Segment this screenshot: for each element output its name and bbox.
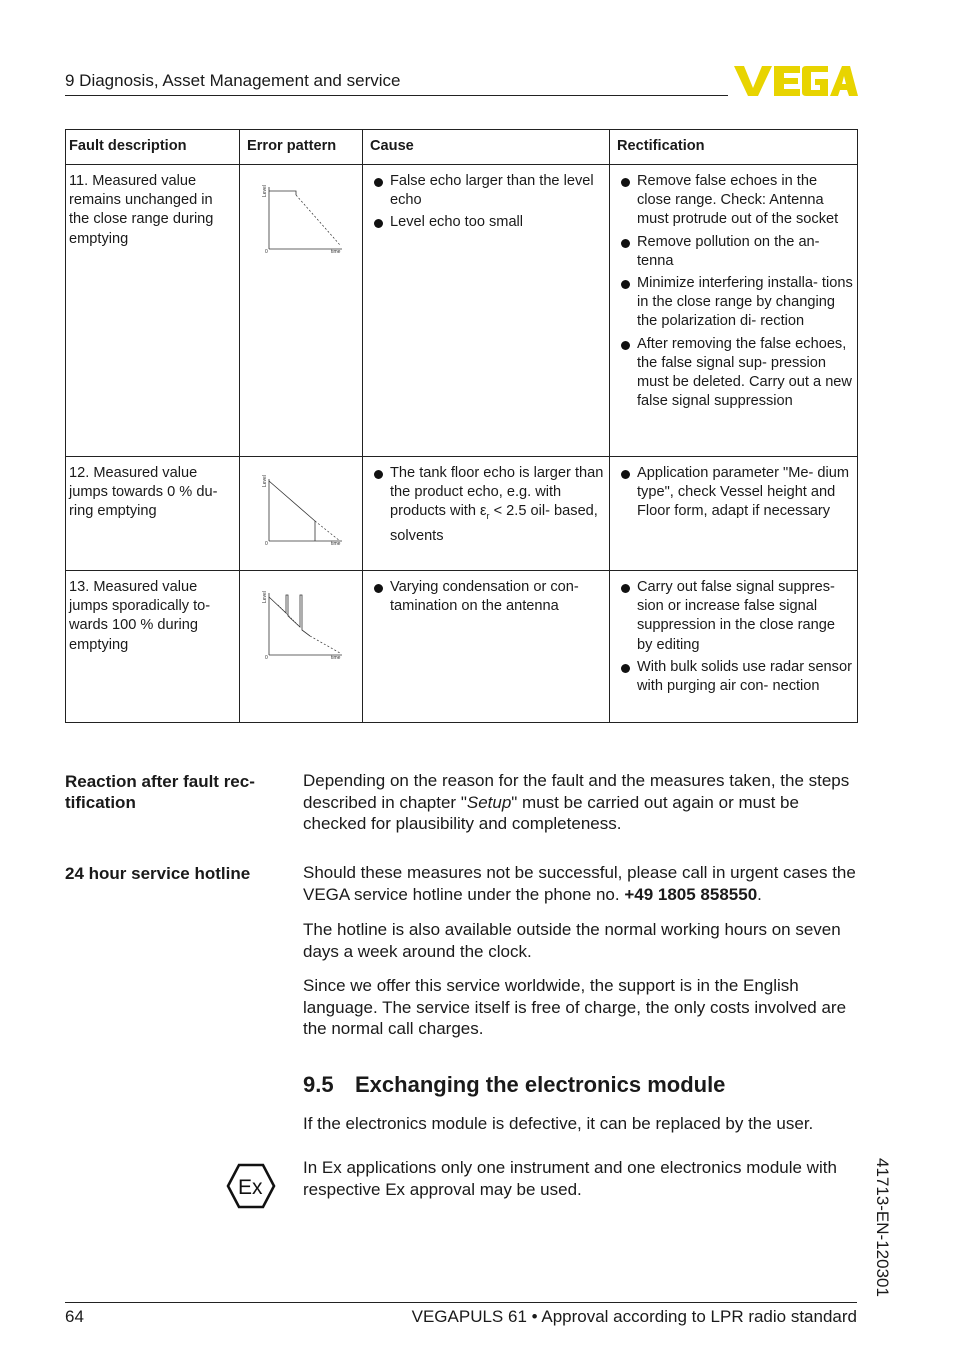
table-row (66, 457, 858, 571)
hotline-text-2: The hotline is also available outside the normal working hours on seven days a week around the clock. (303, 920, 841, 961)
origin-label: 0 (265, 541, 268, 547)
fault-description: 13. Measured value jumps sporadically to- wards 100 % during emptying (66, 571, 240, 723)
hotline-heading: 24 hour service hotline (65, 864, 251, 883)
hotline-phone: +49 1805 858550 (624, 884, 758, 904)
cause-cell (363, 165, 610, 457)
error-pattern-chart-11 (240, 165, 363, 265)
hotline-text-1: Should these measures not be successful, please call in urgent cases the VEGA service hotline under the phone no. +49 1805 858550. (303, 863, 856, 904)
column-header: Fault description (66, 130, 240, 165)
rectification-cell (610, 571, 858, 723)
cause-cell (363, 571, 610, 723)
column-header: Error pattern (240, 130, 363, 165)
rectification-item: With bulk solids use radar sensor with purging air con- nection (614, 658, 854, 696)
x-axis-label: time (331, 249, 341, 255)
rectification-item: Application parameter "Me- dium type", check Vessel height and Floor form, adapt if necessary (614, 464, 854, 522)
cause-cell (363, 457, 610, 571)
vega-logo (734, 64, 858, 98)
reaction-text: Depending on the reason for the fault and the measures taken, the steps described in chapter "Setup" must be carried out again or must be checked for plausibility and completeness. (303, 771, 850, 834)
header-rule (65, 95, 728, 96)
origin-label: 0 (265, 249, 268, 255)
rectification-item: Carry out false signal suppres- sion or increase false signal suppression in the close range by editing (614, 578, 854, 655)
cause-item: False echo larger than the level echo (367, 172, 606, 210)
footer-rule (65, 1302, 857, 1303)
origin-label: 0 (265, 655, 268, 661)
rectification-cell (610, 457, 858, 571)
section-intro: If the electronics module is defective, it can be replaced by the user. (303, 1114, 814, 1133)
table-row (66, 571, 858, 723)
cause-item: Level echo too small (367, 213, 606, 232)
document-code: 41713-EN-120301 (873, 1158, 892, 1297)
column-header: Rectification (610, 130, 858, 165)
error-pattern-cell (240, 571, 363, 723)
fault-table (65, 129, 858, 723)
table-row (66, 165, 858, 457)
x-axis-label: time (331, 655, 341, 661)
error-pattern-cell (240, 457, 363, 571)
svg-text:Ex: Ex (238, 1176, 263, 1199)
table-header-row (66, 130, 858, 165)
column-header: Cause (363, 130, 610, 165)
cause-item: The tank floor echo is larger than the product echo, e.g. with products with $\varepsilon_r < 2.5$ oil- based, solvents (367, 464, 606, 546)
y-axis-label: Level (262, 591, 268, 603)
x-axis-label: time (331, 541, 341, 547)
section-heading: 9.5 Exchanging the electronics module (303, 1072, 726, 1097)
page-number: 64 (65, 1307, 84, 1326)
fault-description: 11. Measured value remains unchanged in the close range during emptying (66, 165, 240, 457)
ex-note: In Ex applications only one instrument and one electronics module with respective Ex approval may be used. (303, 1158, 837, 1199)
rectification-item: After removing the false echoes, the false signal sup- pression must be deleted. Carry out a new false signal suppression (614, 335, 854, 412)
rectification-item: Minimize interfering installa- tions in the close range by changing the polarization di- rection (614, 274, 854, 332)
document-title: VEGAPULS 61 • Approval according to LPR radio standard (411, 1307, 857, 1326)
error-pattern-chart-12 (240, 457, 363, 557)
hotline-text-3: Since we offer this service worldwide, the support is in the English language. The service itself is free of charge, the only costs involved are the normal call charges. (303, 976, 847, 1039)
error-pattern-cell (240, 165, 363, 457)
fault-description: 12. Measured value jumps towards 0 % du- ring emptying (66, 457, 240, 571)
ex-approval-icon (226, 1163, 276, 1209)
rectification-item: Remove false echoes in the close range. Check: Antenna must protrude out of the socket (614, 172, 854, 230)
rectification-cell (610, 165, 858, 457)
cause-item: Varying condensation or con- tamination on the antenna (367, 578, 606, 616)
rectification-item: Remove pollution on the an- tenna (614, 233, 854, 271)
error-pattern-chart-13 (240, 571, 363, 671)
y-axis-label: Level (262, 475, 268, 487)
y-axis-label: Level (262, 185, 268, 197)
chapter-title: 9 Diagnosis, Asset Management and service (65, 71, 401, 90)
reaction-heading: Reaction after fault rec- tification (65, 772, 255, 812)
